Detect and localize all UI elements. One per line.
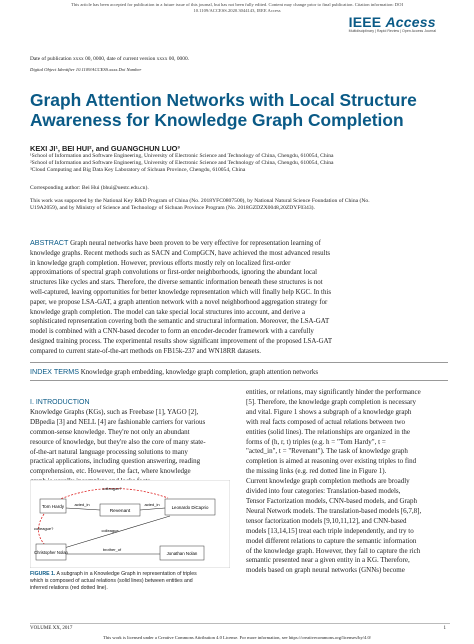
label-brother-of: brother_of	[102, 547, 122, 552]
affiliations: ¹School of Information and Software Engineering, University of Electronic Science and Technology of China, Chengdu, 610054, China ²School of Information and Software Engineering, University of Electronic Science and Technology of China, Chengdu, 610054, China ³Cloud Computing and Big Data Key Laboratory of Sichuan Province, Chengdu, 610054, China	[30, 153, 334, 173]
divider	[30, 380, 448, 381]
section-heading-introduction: I. INTRODUCTION	[30, 399, 90, 406]
license-note: This work is licensed under a Creative Commons Attribution 4.0 License. For more information, see https://creativecommons.org/licenses/by/4.0/	[102, 635, 372, 640]
label-colleague: colleague	[101, 528, 119, 533]
figure-1-caption: FIGURE 1. A subgraph in a Knowledge Graph in representation of triples which is composed of actual relations (solid lines) between entities and inferred relations (red dotted line).	[30, 571, 197, 592]
node-leonardo-dicaprio: Leonardo DiCaprio	[171, 505, 209, 510]
divider	[30, 362, 448, 363]
label-acted-in-1: acted_in	[74, 502, 90, 507]
figure-1-knowledge-subgraph	[30, 480, 230, 568]
abstract: ABSTRACT Graph neural networks have been proven to be very effective for representation learning of knowledge graphs. Recent methods such as SACN and CompGCN, have achieved the most advanced results in knowledge graph completion. However, previous efforts mostly rely on localized first-order approximations of spectral graph convolutions or first-order neighborhoods, ignoring the abundant local structures like cycles and stars. Therefore, the diverse semantic information beneath these structures is not well-captured, leaving opportunities for better knowledge representation which will finally help KGC. In this paper, we propose LSA-GAT, a graph attention network with a novel neighborhood aggregation strategy for knowledge graph completion. The model can take special local structures into account, and derive a sophisticated representation covering both the semantic and structural information. Moreover, the LSA-GAT model is combined with a CNN-based decoder to form an encoder-decoder framework with a carefully designed training process. The experimental results show significant improvement of the proposed LSA-GAT compared to current state-of-the-art methods on FB15k-237 and WN18RR datasets.	[30, 238, 333, 355]
node-christopher-nolan: Christopher Nolan	[34, 550, 68, 555]
ieee-access-logo: IEEE Access Multidisciplinary | Rapid Review | Open Access Journal	[348, 14, 436, 33]
footer-rule	[30, 623, 450, 624]
intro-left-column: I. INTRODUCTION Knowledge Graphs (KGs), such as Freebase [1], YAGO [2], DBpedia [3] and NELL [4] are fashionable carriers for various common-sense knowledge. They're not only an abundant resource of knowledge, but they're also the core of many state- of-the-art natural language processing solutions to many practical applications, including question answering, reading comprehension, etc. However, the fact, where knowledge	[30, 398, 230, 487]
funding-note: This work was supported by the National Key R&D Program of China (No. 2018YFC0807500), by National Natural Science Foundation of China (No. U19A2059), and by Ministry of Science and Technology of Sichuan Province Program (No. 2018GZDZX0048,20ZDYF0343).	[30, 198, 370, 212]
doi-line: Digital Object Identifier 10.1109/ACCESS.xxxx.Doi Number	[30, 67, 142, 72]
label-colleague-top: colleague?	[102, 486, 122, 491]
publication-dates: Date of publication xxxx 00, 0000, date of current version xxxx 00, 0000.	[30, 56, 189, 62]
volume-label: VOLUME XX, 2017	[30, 626, 73, 631]
acceptance-note: This article has been accepted for publication in a future issue of this journal, but has not been fully edited. Content may change prior to final publication. Citation information: DOI 10.1109/ACCESS.2020.3044143, IEEE Access	[71, 2, 403, 13]
page-number: 1	[443, 626, 446, 631]
label-acted-in-2: acted_in	[144, 502, 160, 507]
index-terms: INDEX TERMS Knowledge graph embedding, knowledge graph completion, graph attention networks	[30, 367, 319, 376]
node-jonathan-nolan: Jonathan Nolan	[166, 551, 198, 556]
node-tom-hardy: Tom Hardy	[41, 504, 65, 509]
intro-right-column: entities, or relations, may significantly hinder the performance [5]. Therefore, the knowledge graph completion is necessary and vital. Figure 1 shows a subgraph of a knowledge graph with real facts composed of actual relations between two entities (solid lines). The relationships are organized in the forms of (h, r, t) triples (e.g. h = "Tom Hardy", t = "acted_in", t = "Revenant"). The task of knowledge graph completion is aimed at reasoning over existing triples to find the missing links (e.g. red dotted line in Figure 1). Current knowledge graph completion methods are broadly divided into four categories: Translation-based models, Tensor Factorization models, CNN-based models, and Graph Neural Network models. The translation-based models [6,7,8], tensor factorization models [9,10,11,12], and CNN-based models [13,14,15] treat each triple independently, and try to model different relations to capture the semantic information of the knowledge graph. However, they fail to capture the rich semantic presented near a given entity in a KG. Therefore, models based on graph neural networks (GNNs) become	[246, 388, 422, 575]
abstract-heading: ABSTRACT	[30, 238, 69, 247]
paper-title: Graph Attention Networks with Local Structure Awareness for Knowledge Graph Completion	[30, 90, 417, 130]
label-colleague-left: colleague?	[34, 526, 54, 531]
corresponding-author: Corresponding author: Bei Hui (bhui@uestc.edu.cn).	[30, 185, 149, 191]
index-terms-heading: INDEX TERMS	[30, 367, 79, 376]
node-revenant: Revenant	[109, 509, 131, 514]
authors: KEXI JI¹, BEI HUI², and GUANGCHUN LUO³	[30, 144, 180, 153]
